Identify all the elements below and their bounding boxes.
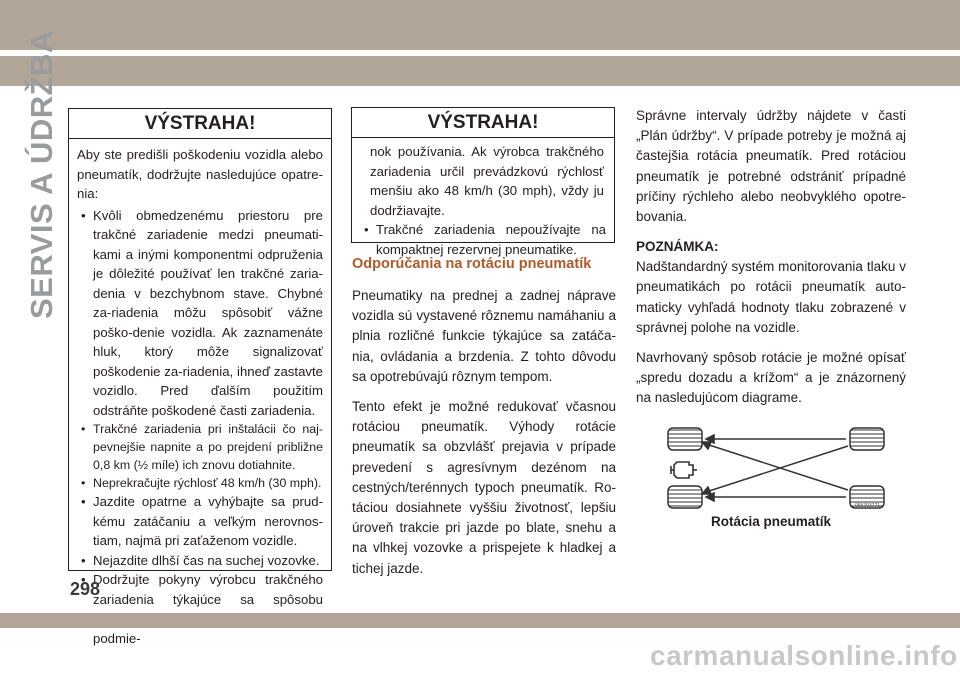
- warning-title: VÝSTRAHA!: [352, 108, 614, 138]
- warning-item: • Trakčné zariadenia pri inštalácii čo naj-pevnejšie napnite a po prejdení približne 0,8 km (½ míle) ich znovu dotiahnite.: [77, 420, 323, 474]
- warning-item: • Neprekračujte rýchlosť 48 km/h (30 mph).: [77, 474, 323, 492]
- footer-band: [0, 613, 960, 628]
- note-label: POZNÁMKA:: [636, 239, 719, 255]
- diagram-id: 055703771: [855, 503, 881, 509]
- diagram-caption: Rotácia pneumatík: [710, 514, 832, 529]
- header-band: [0, 0, 960, 50]
- side-tab-label: SERVIS A ÚDRŽBA: [24, 30, 59, 319]
- warning-item: • Nejazdite dlhší čas na suchej vozovke.: [77, 551, 323, 571]
- section-paragraph: Pneumatiky na prednej a zadnej náprave vozidla sú vystavené rôznemu namáhaniu a plnia rozličné funkcie týkajúce sa zatáča-nia, ovládania a brzdenia. Z tohto dôvodu sa opotrebúvajú rôznym tempom.: [352, 288, 616, 384]
- tire-icon: [850, 428, 884, 450]
- engine-icon: [671, 462, 697, 478]
- warning-item: • Jazdite opatrne a vyhýbajte sa prud-kému zatáčaniu a veľkým nerovnos-tiam, najmä pri zaťaženom vozidle.: [77, 492, 323, 551]
- paragraph: Správne intervaly údržby nájdete v časti „Plán údržby“. V prípade potreby je možná aj častejšia rotácia pneumatík. Pred rotáciou pneumatík je potrebné odstrániť prípadné príčiny rýchleho alebo neobvyklého opotre-bovania.: [636, 108, 906, 225]
- note-paragraph: Nadštandardný systém monitorovania tlaku v pneumatikách po rotácii pneumatík auto-maticky vyhľadá hodnoty tlaku zobrazené v správnej polohe na vozidle.: [636, 259, 906, 335]
- watermark: carmanualsonline.info: [650, 640, 958, 671]
- tire-icon: [668, 428, 702, 450]
- warning-intro: Aby ste predišli poškodeniu vozidla alebo pneumatík, dodržujte nasledujúce opatre-nia:: [77, 147, 323, 201]
- page-number: 298: [70, 579, 101, 599]
- right-column: [636, 106, 906, 419]
- tire-icon: [668, 486, 702, 508]
- rotation-arrows: [702, 435, 848, 501]
- section-paragraph: Tento efekt je možné redukovať včasnou rotáciou pneumatík. Výhody rotácie pneumatík sa obzvlášť prejavia v prípade prevedení s agresívnym dezénom na cestných/terénnych typoch pneumatík. Ro-táciou dosiahnete vyššiu životnosť, lepšiu úroveň trakcie pri jazde po blate, snehu a na vlhkej vozovke a prispejete k hladkej a tichej jazde.: [352, 399, 616, 576]
- warning-continuation: nok používania. Ak výrobca trakčného zariadenia určil prevádzkovú rýchlosť menšiu ako 48 km/h (30 mph), vždy ju dodržiavajte.: [370, 144, 604, 218]
- warning-title: VÝSTRAHA!: [69, 109, 331, 139]
- warning-list: [360, 220, 606, 259]
- warning-item: • Trakčné zariadenia nepoužívajte na kompaktnej rezervnej pneumatike.: [360, 220, 606, 259]
- section-side-tab: [20, 30, 59, 334]
- warning-box-2: [351, 107, 615, 257]
- header-band-lower: [0, 56, 960, 86]
- tire-rotation-section: [352, 256, 616, 589]
- warning-item: • Kvôli obmedzenému priestoru pre trakčné zariadenie medzi pneumati-kami a inými komponentmi odpruženia je dôležité používať len trakčné zaria-denia v bezchybnom stave. Chybné za-riadenia môžu spôsobiť vážne poško-denie vozidla. Ak zaznamenáte hluk, ktorý môže signalizovať poškodenie za-riadenia, ihneď zastavte vozidlo. Pred ďalším použitím odstráňte poškodené časti zariadenia.: [77, 206, 323, 421]
- warning-list: [77, 206, 323, 649]
- warning-item: • Dodržujte pokyny výrobcu trakčného zariadenia týkajúce sa spôsobu podmie-: [77, 570, 323, 648]
- section-heading: Odporúčania na rotáciu pneumatík: [352, 256, 592, 272]
- paragraph: Navrhovaný spôsob rotácie je možné opísať „spredu dozadu a krížom“ a je znázornený na nasledujúcom diagrame.: [636, 350, 906, 406]
